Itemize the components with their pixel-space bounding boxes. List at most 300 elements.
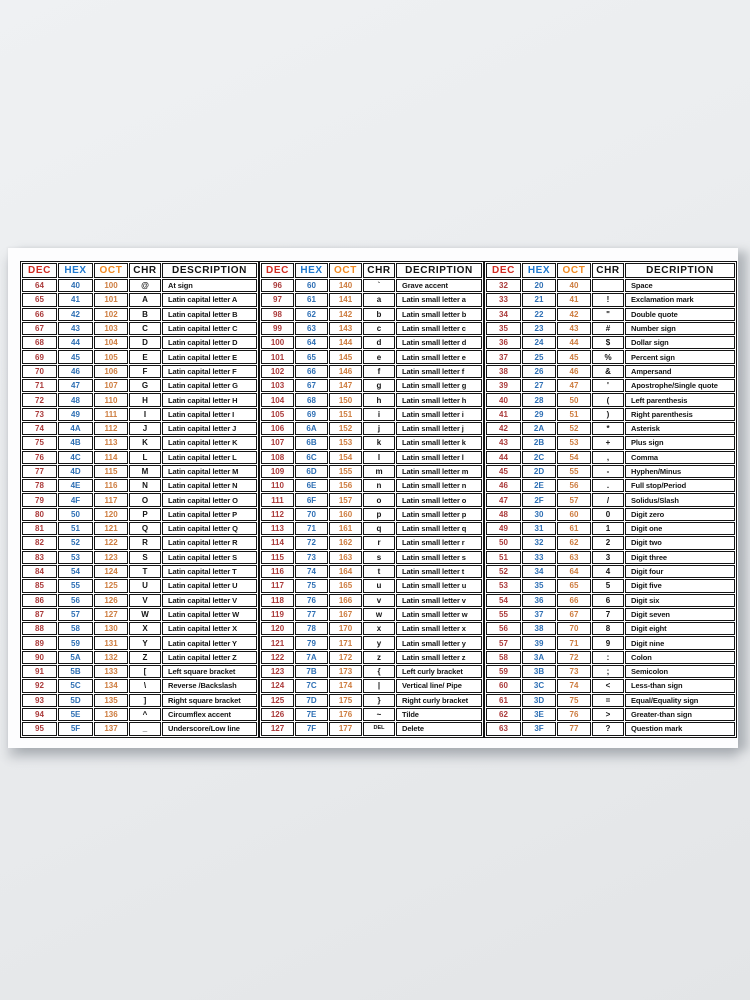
hex-cell: 3D bbox=[522, 694, 556, 707]
dec-cell: 87 bbox=[22, 608, 57, 621]
hex-cell: 6D bbox=[295, 465, 328, 478]
desc-cell: Latin capital letter X bbox=[162, 622, 257, 635]
desc-cell: Latin small letter g bbox=[396, 379, 482, 392]
chr-cell: ` bbox=[363, 279, 395, 292]
desc-cell: Digit six bbox=[625, 594, 735, 607]
ascii-row bbox=[261, 379, 482, 392]
ascii-row bbox=[261, 465, 482, 478]
ascii-row bbox=[261, 422, 482, 435]
ascii-row bbox=[22, 436, 257, 449]
oct-cell: 126 bbox=[94, 594, 128, 607]
chr-cell: S bbox=[129, 551, 161, 564]
chr-cell: m bbox=[363, 465, 395, 478]
dec-cell: 124 bbox=[261, 679, 294, 692]
desc-cell: Comma bbox=[625, 451, 735, 464]
desc-cell: Latin capital letter I bbox=[162, 408, 257, 421]
dec-cell: 122 bbox=[261, 651, 294, 664]
oct-cell: 103 bbox=[94, 322, 128, 335]
ascii-row bbox=[22, 651, 257, 664]
desc-cell: Space bbox=[625, 279, 735, 292]
oct-cell: 124 bbox=[94, 565, 128, 578]
oct-column-header: OCT bbox=[557, 263, 591, 278]
dec-cell: 76 bbox=[22, 451, 57, 464]
desc-cell: Latin small letter l bbox=[396, 451, 482, 464]
dec-cell: 63 bbox=[486, 722, 521, 735]
oct-cell: 172 bbox=[329, 651, 362, 664]
oct-cell: 116 bbox=[94, 479, 128, 492]
ascii-row bbox=[22, 636, 257, 649]
oct-cell: 150 bbox=[329, 393, 362, 406]
ascii-row bbox=[261, 336, 482, 349]
desc-cell: Left square bracket bbox=[162, 665, 257, 678]
chr-cell: M bbox=[129, 465, 161, 478]
dec-cell: 118 bbox=[261, 594, 294, 607]
desc-cell: Digit five bbox=[625, 579, 735, 592]
hex-cell: 32 bbox=[522, 536, 556, 549]
chr-cell: n bbox=[363, 479, 395, 492]
ascii-row bbox=[22, 665, 257, 678]
desc-cell: Digit one bbox=[625, 522, 735, 535]
chr-cell: J bbox=[129, 422, 161, 435]
dec-cell: 52 bbox=[486, 565, 521, 578]
desc-cell: Equal/Equality sign bbox=[625, 694, 735, 707]
dec-cell: 85 bbox=[22, 579, 57, 592]
dec-cell: 54 bbox=[486, 594, 521, 607]
oct-cell: 155 bbox=[329, 465, 362, 478]
dec-cell: 72 bbox=[22, 393, 57, 406]
ascii-row bbox=[261, 579, 482, 592]
oct-cell: 130 bbox=[94, 622, 128, 635]
dec-cell: 64 bbox=[22, 279, 57, 292]
ascii-row bbox=[486, 679, 735, 692]
dec-column-header: DEC bbox=[261, 263, 294, 278]
oct-cell: 61 bbox=[557, 522, 591, 535]
hex-cell: 72 bbox=[295, 536, 328, 549]
chr-cell: Y bbox=[129, 636, 161, 649]
dec-cell: 127 bbox=[261, 722, 294, 735]
oct-cell: 105 bbox=[94, 350, 128, 363]
ascii-row bbox=[261, 694, 482, 707]
hex-cell: 63 bbox=[295, 322, 328, 335]
chr-cell: c bbox=[363, 322, 395, 335]
ascii-row bbox=[486, 508, 735, 521]
oct-cell: 121 bbox=[94, 522, 128, 535]
dec-cell: 81 bbox=[22, 522, 57, 535]
hex-cell: 69 bbox=[295, 408, 328, 421]
dec-cell: 95 bbox=[22, 722, 57, 735]
hex-cell: 6A bbox=[295, 422, 328, 435]
ascii-row bbox=[486, 308, 735, 321]
oct-cell: 114 bbox=[94, 451, 128, 464]
desc-cell: Digit four bbox=[625, 565, 735, 578]
oct-cell: 177 bbox=[329, 722, 362, 735]
dec-cell: 50 bbox=[486, 536, 521, 549]
chr-cell: s bbox=[363, 551, 395, 564]
ascii-row bbox=[22, 479, 257, 492]
oct-cell: 145 bbox=[329, 350, 362, 363]
hex-cell: 56 bbox=[58, 594, 93, 607]
desc-cell: Circumflex accent bbox=[162, 708, 257, 721]
ascii-row bbox=[486, 465, 735, 478]
desc-cell: Delete bbox=[396, 722, 482, 735]
oct-cell: 74 bbox=[557, 679, 591, 692]
chr-cell: x bbox=[363, 622, 395, 635]
oct-cell: 115 bbox=[94, 465, 128, 478]
ascii-row bbox=[486, 636, 735, 649]
oct-cell: 176 bbox=[329, 708, 362, 721]
chr-cell: ] bbox=[129, 694, 161, 707]
ascii-row bbox=[486, 665, 735, 678]
dec-cell: 73 bbox=[22, 408, 57, 421]
oct-cell: 117 bbox=[94, 493, 128, 506]
oct-cell: 140 bbox=[329, 279, 362, 292]
chr-cell bbox=[592, 279, 624, 292]
desc-cell: Latin small letter y bbox=[396, 636, 482, 649]
oct-cell: 112 bbox=[94, 422, 128, 435]
hex-cell: 3C bbox=[522, 679, 556, 692]
dec-cell: 65 bbox=[22, 293, 57, 306]
desc-cell: Latin capital letter M bbox=[162, 465, 257, 478]
ascii-row bbox=[486, 422, 735, 435]
chr-cell: j bbox=[363, 422, 395, 435]
chr-cell: ) bbox=[592, 408, 624, 421]
ascii-row bbox=[261, 408, 482, 421]
desc-cell: Ampersand bbox=[625, 365, 735, 378]
ascii-row bbox=[22, 350, 257, 363]
oct-cell: 52 bbox=[557, 422, 591, 435]
oct-cell: 166 bbox=[329, 594, 362, 607]
dec-cell: 119 bbox=[261, 608, 294, 621]
dec-cell: 58 bbox=[486, 651, 521, 664]
desc-column-header: DECRIPTION bbox=[625, 263, 735, 278]
ascii-row bbox=[261, 393, 482, 406]
ascii-row bbox=[261, 508, 482, 521]
chr-cell: [ bbox=[129, 665, 161, 678]
chr-cell: v bbox=[363, 594, 395, 607]
chr-cell: ? bbox=[592, 722, 624, 735]
dec-cell: 68 bbox=[22, 336, 57, 349]
hex-cell: 31 bbox=[522, 522, 556, 535]
dec-cell: 92 bbox=[22, 679, 57, 692]
dec-cell: 105 bbox=[261, 408, 294, 421]
dec-cell: 62 bbox=[486, 708, 521, 721]
dec-cell: 89 bbox=[22, 636, 57, 649]
ascii-row bbox=[486, 279, 735, 292]
hex-cell: 2A bbox=[522, 422, 556, 435]
dec-cell: 71 bbox=[22, 379, 57, 392]
chr-cell: 0 bbox=[592, 508, 624, 521]
hex-cell: 6E bbox=[295, 479, 328, 492]
hex-cell: 4D bbox=[58, 465, 93, 478]
ascii-group-table-2 bbox=[259, 261, 484, 738]
chr-cell: 5 bbox=[592, 579, 624, 592]
desc-cell: Latin capital letter V bbox=[162, 594, 257, 607]
oct-cell: 123 bbox=[94, 551, 128, 564]
chr-cell: 9 bbox=[592, 636, 624, 649]
ascii-row bbox=[22, 393, 257, 406]
desc-cell: Latin small letter s bbox=[396, 551, 482, 564]
chr-cell: Q bbox=[129, 522, 161, 535]
dec-cell: 39 bbox=[486, 379, 521, 392]
ascii-row bbox=[22, 536, 257, 549]
hex-cell: 3F bbox=[522, 722, 556, 735]
hex-cell: 29 bbox=[522, 408, 556, 421]
desc-cell: Digit two bbox=[625, 536, 735, 549]
chr-cell: f bbox=[363, 365, 395, 378]
oct-cell: 167 bbox=[329, 608, 362, 621]
chr-cell: T bbox=[129, 565, 161, 578]
desc-cell: Latin capital letter P bbox=[162, 508, 257, 521]
hex-cell: 4A bbox=[58, 422, 93, 435]
chr-cell: < bbox=[592, 679, 624, 692]
hex-cell: 47 bbox=[58, 379, 93, 392]
desc-cell: Latin capital letter U bbox=[162, 579, 257, 592]
ascii-row bbox=[486, 594, 735, 607]
hex-cell: 35 bbox=[522, 579, 556, 592]
dec-cell: 101 bbox=[261, 350, 294, 363]
hex-cell: 53 bbox=[58, 551, 93, 564]
ascii-row bbox=[486, 479, 735, 492]
desc-cell: Latin small letter t bbox=[396, 565, 482, 578]
hex-cell: 50 bbox=[58, 508, 93, 521]
dec-cell: 75 bbox=[22, 436, 57, 449]
chr-cell: G bbox=[129, 379, 161, 392]
dec-cell: 36 bbox=[486, 336, 521, 349]
ascii-row bbox=[261, 522, 482, 535]
ascii-row bbox=[486, 722, 735, 735]
dec-column-header: DEC bbox=[22, 263, 57, 278]
chr-cell: D bbox=[129, 336, 161, 349]
hex-cell: 70 bbox=[295, 508, 328, 521]
ascii-row bbox=[486, 393, 735, 406]
desc-cell: Latin capital letter K bbox=[162, 436, 257, 449]
hex-cell: 44 bbox=[58, 336, 93, 349]
hex-column-header: HEX bbox=[58, 263, 93, 278]
desc-cell: Right curly bracket bbox=[396, 694, 482, 707]
dec-cell: 114 bbox=[261, 536, 294, 549]
desc-cell: Dollar sign bbox=[625, 336, 735, 349]
hex-column-header: HEX bbox=[522, 263, 556, 278]
desc-cell: Latin small letter h bbox=[396, 393, 482, 406]
chr-cell: p bbox=[363, 508, 395, 521]
desc-cell: Latin small letter w bbox=[396, 608, 482, 621]
hex-cell: 2B bbox=[522, 436, 556, 449]
dec-cell: 121 bbox=[261, 636, 294, 649]
hex-cell: 74 bbox=[295, 565, 328, 578]
dec-cell: 96 bbox=[261, 279, 294, 292]
ascii-row bbox=[22, 422, 257, 435]
desc-cell: Less-than sign bbox=[625, 679, 735, 692]
chr-cell: ^ bbox=[129, 708, 161, 721]
oct-cell: 55 bbox=[557, 465, 591, 478]
hex-cell: 30 bbox=[522, 508, 556, 521]
ascii-row bbox=[486, 365, 735, 378]
chr-column-header: CHR bbox=[363, 263, 395, 278]
dec-cell: 117 bbox=[261, 579, 294, 592]
oct-cell: 147 bbox=[329, 379, 362, 392]
desc-cell: Latin small letter z bbox=[396, 651, 482, 664]
dec-column-header: DEC bbox=[486, 263, 521, 278]
dec-cell: 43 bbox=[486, 436, 521, 449]
chr-cell: C bbox=[129, 322, 161, 335]
chr-cell: * bbox=[592, 422, 624, 435]
ascii-row bbox=[22, 336, 257, 349]
hex-cell: 5B bbox=[58, 665, 93, 678]
oct-cell: 143 bbox=[329, 322, 362, 335]
oct-column-header: OCT bbox=[94, 263, 128, 278]
desc-cell: Latin small letter c bbox=[396, 322, 482, 335]
ascii-row bbox=[261, 536, 482, 549]
dec-cell: 84 bbox=[22, 565, 57, 578]
oct-cell: 146 bbox=[329, 365, 362, 378]
oct-cell: 100 bbox=[94, 279, 128, 292]
ascii-table-poster bbox=[8, 248, 738, 748]
dec-cell: 104 bbox=[261, 393, 294, 406]
hex-cell: 76 bbox=[295, 594, 328, 607]
desc-cell: Digit eight bbox=[625, 622, 735, 635]
hex-cell: 4C bbox=[58, 451, 93, 464]
chr-cell: u bbox=[363, 579, 395, 592]
desc-cell: Latin capital letter C bbox=[162, 322, 257, 335]
desc-cell: Latin capital letter A bbox=[162, 293, 257, 306]
desc-cell: Hyphen/Minus bbox=[625, 465, 735, 478]
oct-cell: 113 bbox=[94, 436, 128, 449]
ascii-row bbox=[486, 322, 735, 335]
dec-cell: 125 bbox=[261, 694, 294, 707]
chr-cell: X bbox=[129, 622, 161, 635]
chr-cell: { bbox=[363, 665, 395, 678]
ascii-row bbox=[261, 365, 482, 378]
hex-cell: 36 bbox=[522, 594, 556, 607]
dec-cell: 61 bbox=[486, 694, 521, 707]
chr-cell: > bbox=[592, 708, 624, 721]
hex-cell: 34 bbox=[522, 565, 556, 578]
chr-cell: \ bbox=[129, 679, 161, 692]
oct-cell: 120 bbox=[94, 508, 128, 521]
dec-cell: 40 bbox=[486, 393, 521, 406]
dec-cell: 56 bbox=[486, 622, 521, 635]
oct-cell: 174 bbox=[329, 679, 362, 692]
chr-column-header: CHR bbox=[592, 263, 624, 278]
hex-cell: 26 bbox=[522, 365, 556, 378]
hex-cell: 4B bbox=[58, 436, 93, 449]
oct-cell: 54 bbox=[557, 451, 591, 464]
hex-cell: 79 bbox=[295, 636, 328, 649]
dec-cell: 98 bbox=[261, 308, 294, 321]
chr-cell: N bbox=[129, 479, 161, 492]
hex-cell: 48 bbox=[58, 393, 93, 406]
desc-cell: Exclamation mark bbox=[625, 293, 735, 306]
chr-cell: y bbox=[363, 636, 395, 649]
oct-cell: 153 bbox=[329, 436, 362, 449]
chr-cell: = bbox=[592, 694, 624, 707]
desc-cell: Latin small letter r bbox=[396, 536, 482, 549]
dec-cell: 90 bbox=[22, 651, 57, 664]
chr-cell: $ bbox=[592, 336, 624, 349]
desc-cell: Percent sign bbox=[625, 350, 735, 363]
ascii-row bbox=[22, 708, 257, 721]
hex-cell: 2E bbox=[522, 479, 556, 492]
chr-cell: 3 bbox=[592, 551, 624, 564]
oct-cell: 110 bbox=[94, 393, 128, 406]
ascii-row bbox=[261, 451, 482, 464]
oct-cell: 70 bbox=[557, 622, 591, 635]
desc-cell: Latin capital letter Q bbox=[162, 522, 257, 535]
dec-cell: 45 bbox=[486, 465, 521, 478]
oct-cell: 102 bbox=[94, 308, 128, 321]
ascii-row bbox=[261, 708, 482, 721]
desc-cell: Grave accent bbox=[396, 279, 482, 292]
hex-cell: 7B bbox=[295, 665, 328, 678]
chr-cell: V bbox=[129, 594, 161, 607]
chr-cell: " bbox=[592, 308, 624, 321]
chr-cell: t bbox=[363, 565, 395, 578]
ascii-row bbox=[486, 408, 735, 421]
ascii-row bbox=[486, 551, 735, 564]
oct-cell: 165 bbox=[329, 579, 362, 592]
ascii-row bbox=[22, 308, 257, 321]
ascii-row bbox=[261, 493, 482, 506]
ascii-row bbox=[261, 322, 482, 335]
chr-cell: A bbox=[129, 293, 161, 306]
chr-cell: & bbox=[592, 365, 624, 378]
desc-cell: Right square bracket bbox=[162, 694, 257, 707]
oct-cell: 57 bbox=[557, 493, 591, 506]
hex-cell: 4F bbox=[58, 493, 93, 506]
hex-cell: 37 bbox=[522, 608, 556, 621]
desc-cell: Latin capital letter Z bbox=[162, 651, 257, 664]
dec-cell: 120 bbox=[261, 622, 294, 635]
dec-cell: 78 bbox=[22, 479, 57, 492]
ascii-row bbox=[22, 451, 257, 464]
desc-cell: Latin small letter b bbox=[396, 308, 482, 321]
oct-cell: 157 bbox=[329, 493, 362, 506]
hex-cell: 60 bbox=[295, 279, 328, 292]
desc-cell: Latin small letter e bbox=[396, 350, 482, 363]
dec-cell: 109 bbox=[261, 465, 294, 478]
ascii-row bbox=[261, 651, 482, 664]
desc-cell: Latin small letter k bbox=[396, 436, 482, 449]
oct-cell: 62 bbox=[557, 536, 591, 549]
hex-cell: 54 bbox=[58, 565, 93, 578]
ascii-row bbox=[261, 665, 482, 678]
desc-cell: Solidus/Slash bbox=[625, 493, 735, 506]
oct-cell: 134 bbox=[94, 679, 128, 692]
dec-cell: 99 bbox=[261, 322, 294, 335]
dec-cell: 115 bbox=[261, 551, 294, 564]
oct-cell: 46 bbox=[557, 365, 591, 378]
chr-cell: O bbox=[129, 493, 161, 506]
oct-cell: 64 bbox=[557, 565, 591, 578]
hex-cell: 5F bbox=[58, 722, 93, 735]
hex-cell: 25 bbox=[522, 350, 556, 363]
chr-cell: 4 bbox=[592, 565, 624, 578]
desc-cell: Underscore/Low line bbox=[162, 722, 257, 735]
desc-cell: At sign bbox=[162, 279, 257, 292]
ascii-row bbox=[486, 608, 735, 621]
desc-cell: Latin capital letter W bbox=[162, 608, 257, 621]
dec-cell: 42 bbox=[486, 422, 521, 435]
desc-cell: Latin capital letter D bbox=[162, 336, 257, 349]
oct-cell: 75 bbox=[557, 694, 591, 707]
chr-cell: P bbox=[129, 508, 161, 521]
hex-cell: 51 bbox=[58, 522, 93, 535]
dec-cell: 46 bbox=[486, 479, 521, 492]
hex-cell: 64 bbox=[295, 336, 328, 349]
hex-cell: 38 bbox=[522, 622, 556, 635]
hex-cell: 7A bbox=[295, 651, 328, 664]
chr-cell: b bbox=[363, 308, 395, 321]
